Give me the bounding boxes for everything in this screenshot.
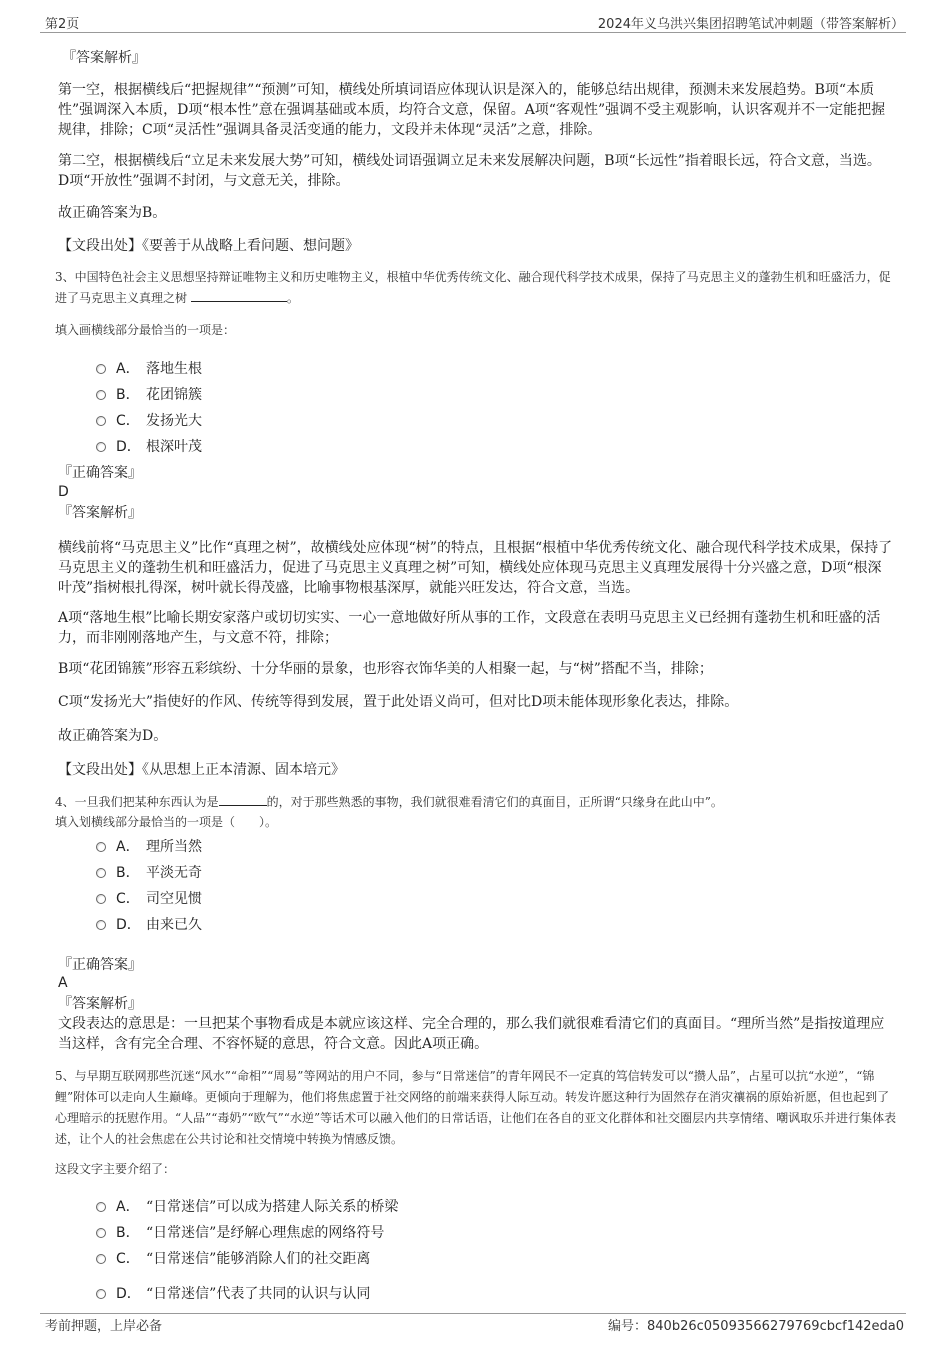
radio-icon[interactable] [96,1254,106,1264]
option-letter: D． [116,917,141,933]
radio-icon[interactable] [96,842,106,852]
q3-option-a[interactable] [96,358,202,378]
q2-analysis-para-1: 第一空，根据横线后“把握规律”“预测”可知，横线处所填词语应体现认识是深入的，能够总结出规律，预测未来发展趋势。B项“本质性”强调深入本质，D项“根本性”意在强调基础或本质，均符合文意，保留。A项“客观性”强调不受主观影响，认识客观并不一定能把握规律，排除；C项“灵活性”强调具备灵活变通的能力，文段并未体现“灵活”之意，排除。 [58,82,886,138]
q5-option-b[interactable] [96,1222,384,1242]
footer-slogan: 考前押题，上岸必备 [45,1319,163,1334]
option-letter: C． [116,891,140,907]
q5-option-c[interactable] [96,1248,370,1268]
option-letter: C． [116,413,140,429]
option-text: 落地生根 [146,361,202,377]
option-text: 理所当然 [146,839,202,855]
q4-analysis-para-1: 文段表达的意思是：一旦把某个事物看成是本就应该这样、完全合理的，那么我们就很难看清它们的真面目。“理所当然”是指按道理应当这样，含有完全合理、不容怀疑的意思，符合文意。因此A项正确。 [58,1016,885,1052]
q3-correct-label: 『正确答案』 [58,465,142,481]
radio-icon[interactable] [96,442,106,452]
q3-stem-end: 。 [286,291,299,305]
q2-source: 【文段出处】《要善于从战略上看问题、想问题》 [58,238,359,254]
option-text: “日常迷信”可以成为搭建人际关系的桥梁 [146,1199,399,1215]
q3-analysis-para-2: A项“落地生根”比喻长期安家落户或切切实实、一心一意地做好所从事的工作，文段意在表明马克思主义已经拥有蓬勃生机和旺盛的活力，而非刚刚落地产生，与文意不符，排除； [58,610,881,646]
option-text: 由来已久 [146,917,202,933]
page-number: 第2页 [45,17,80,32]
q4-answer: A [58,975,68,991]
radio-icon[interactable] [96,390,106,400]
option-letter: B． [116,865,140,881]
q2-conclusion: 故正确答案为B。 [58,205,167,221]
q4-option-d[interactable] [96,914,202,934]
option-letter: A． [116,361,140,377]
q3-stem-text: 3、中国特色社会主义思想坚持辩证唯物主义和历史唯物主义，根植中华优秀传统文化、融合现代科学技术成果，保持了马克思主义的蓬勃生机和旺盛活力，促进了马克思主义真理之树 [55,270,891,305]
option-text: 发扬光大 [146,413,202,429]
q3-option-b[interactable] [96,384,202,404]
option-text: 司空见惯 [146,891,202,907]
q4-stem [55,792,900,813]
q3-analysis-para-1: 横线前将“马克思主义”比作“真理之树”，故横线处应体现“树”的特点，且根据“根植中华优秀传统文化、融合现代科学技术成果，保持了马克思主义的蓬勃生机和旺盛活力，促进了马克思主义真理之树”可知，横线处应体现马克思主义真理发展得十分兴盛之意，D项“根深叶茂”指树根扎得深，树叶就长得茂盛，比喻事物根基深厚，就能兴旺发达，符合文意，当选。 [58,540,893,596]
option-text: 花团锦簇 [146,387,202,403]
document-title: 2024年义乌洪兴集团招聘笔试冲刺题（带答案解析） [597,17,904,32]
option-letter: B． [116,1225,140,1241]
option-text: “日常迷信”是纾解心理焦虑的网络符号 [146,1225,385,1241]
option-letter: A． [116,839,140,855]
q5-option-d[interactable] [96,1283,370,1303]
option-text: “日常迷信”代表了共同的认识与认同 [146,1286,371,1302]
q3-analysis-para-4: C项“发扬光大”指使好的作风、传统等得到发展，置于此处语义尚可，但对比D项未能体现形象化表达，排除。 [58,694,739,710]
q3-analysis-para-3: B项“花团锦簇”形容五彩缤纷、十分华丽的景象，也形容衣饰华美的人相聚一起，与“树”搭配不当，排除； [58,661,713,677]
q3-stem [55,267,900,309]
radio-icon[interactable] [96,920,106,930]
radio-icon[interactable] [96,1228,106,1238]
radio-icon[interactable] [96,1289,106,1299]
radio-icon[interactable] [96,364,106,374]
radio-icon[interactable] [96,894,106,904]
q4-stem-text-1: 4、一旦我们把某种东西认为是 [55,795,219,809]
q4-option-c[interactable] [96,888,202,908]
q4-option-a[interactable] [96,836,202,856]
option-letter: C． [116,1251,140,1267]
radio-icon[interactable] [96,868,106,878]
option-letter: D． [116,439,141,455]
option-letter: B． [116,387,140,403]
radio-icon[interactable] [96,416,106,426]
q3-source: 【文段出处】《从思想上正本清源、固本培元》 [58,762,345,778]
q3-option-d[interactable] [96,436,202,456]
option-letter: A． [116,1199,140,1215]
q3-blank [191,290,287,302]
radio-icon[interactable] [96,1202,106,1212]
q5-option-a[interactable] [96,1196,398,1216]
q3-option-c[interactable] [96,410,202,430]
q4-analysis-label: 『答案解析』 [58,996,142,1012]
q4-correct-label: 『正确答案』 [58,957,142,973]
q4-stem-text-2: 的，对于那些熟悉的事物，我们就很难看清它们的真面目，正所谓“只缘身在此山中”。 [266,795,723,809]
footer-code-value: 840b26c05093566279769cbcf142eda0 [647,1319,904,1334]
q3-prompt: 填入画横线部分最恰当的一项是： [55,323,236,337]
option-letter: D． [116,1286,141,1302]
q5-stem: 5、与早期互联网那些沉迷“风水”“命相”“周易”等网站的用户不同，参与“日常迷信”的青年网民不一定真的笃信转发可以“攒人品”，占星可以抗“水逆”，“锦鲤”附体可以走向人生巅峰。更倾向于理解为，他们将焦虑置于社交网络的前端来获得人际互动。转发许愿这种行为固然存在消灾禳祸的原始祈愿，但也起到了心理暗示的抚慰作用。“人品”“毒奶”“欧气”“水逆”等话术可以融入他们的日常话语，让他们在各自的亚文化群体和社交圈层内共享情绪、嘲讽取乐并进行集体表述，让个人的社会焦虑在公共讨论和社交情境中转换为情感反馈。 [55,1069,897,1146]
option-text: “日常迷信”能够消除人们的社交距离 [146,1251,371,1267]
header-divider [40,32,906,33]
q5-prompt: 这段文字主要介绍了： [55,1162,176,1176]
q4-prompt: 填入划横线部分最恰当的一项是（ ）。 [55,815,278,829]
option-text: 平淡无奇 [146,865,202,881]
option-text: 根深叶茂 [146,439,202,455]
q4-blank [219,794,267,806]
q3-answer: D [58,484,69,500]
q3-analysis-label: 『答案解析』 [58,505,142,521]
q3-conclusion: 故正确答案为D。 [58,728,168,744]
q2-analysis-label: 『答案解析』 [62,50,146,66]
footer-divider [40,1313,906,1314]
footer-code [608,1315,904,1334]
q4-option-b[interactable] [96,862,202,882]
footer-code-label: 编号： [608,1319,648,1334]
q2-analysis-para-2: 第二空，根据横线后“立足未来发展大势”可知，横线处词语强调立足未来发展解决问题，B项“长远性”指着眼长远，符合文意，当选。D项“开放性”强调不封闭，与文意无关，排除。 [58,153,881,189]
